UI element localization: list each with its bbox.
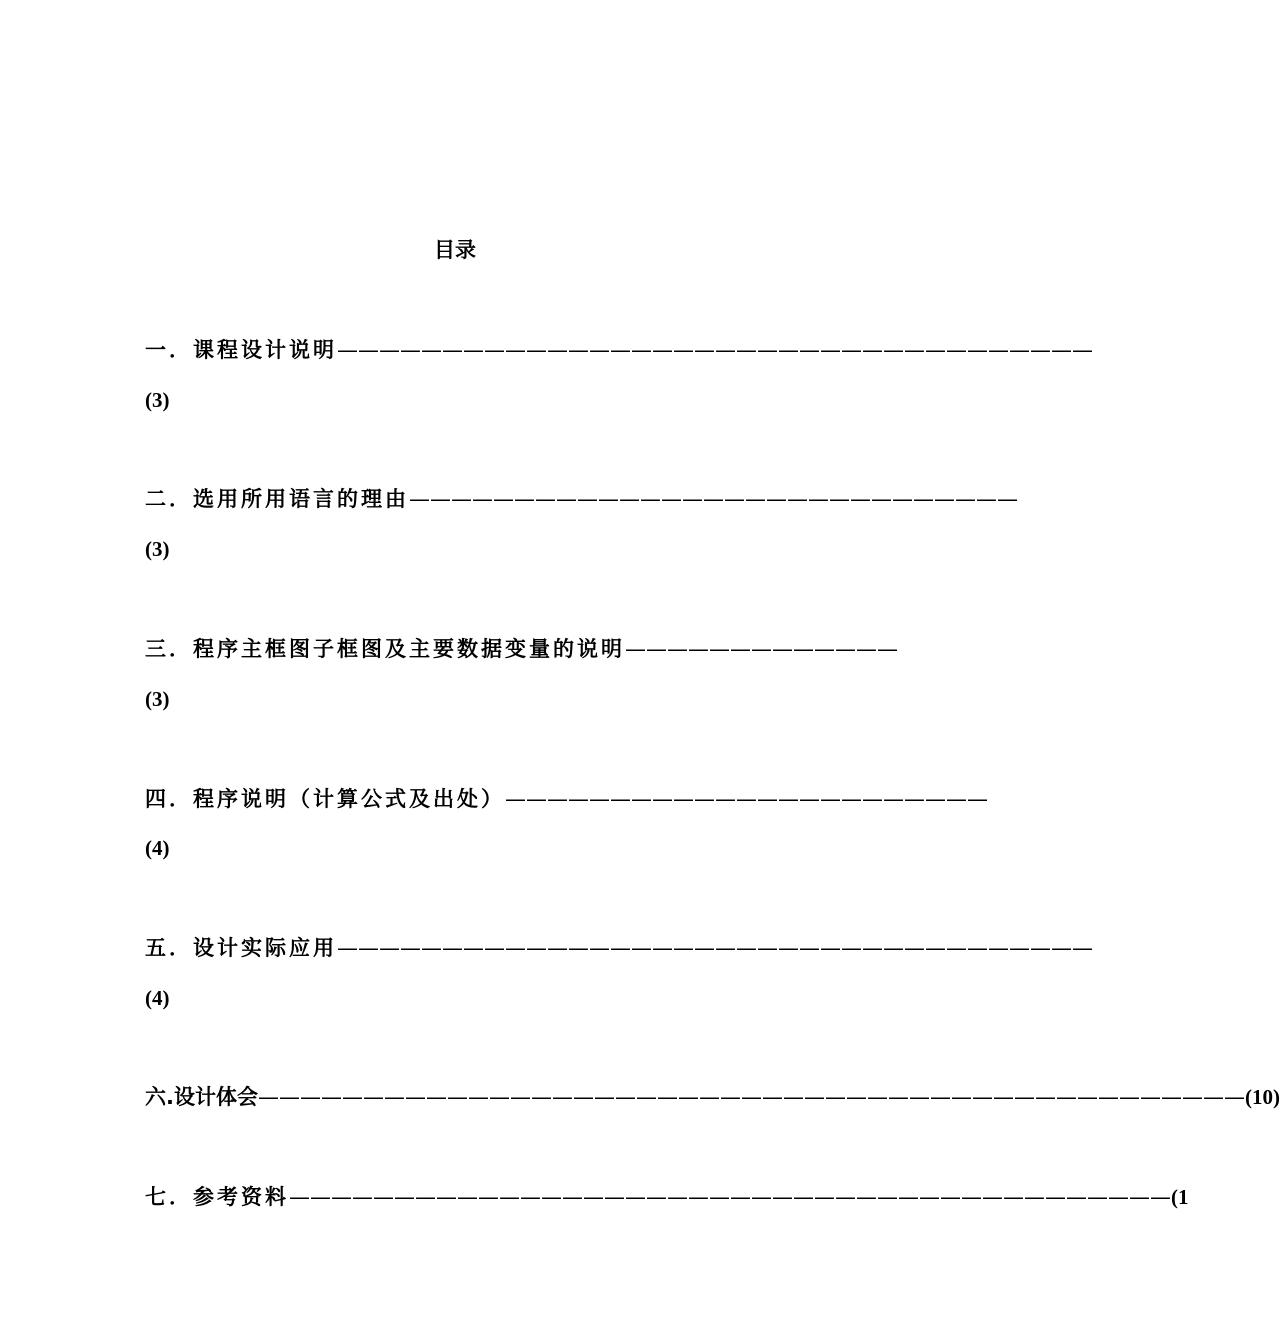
toc-page-number: (3) <box>145 687 170 711</box>
toc-entry-label: 一．课程设计说明 <box>145 338 337 362</box>
toc-entry-label: 五．设计实际应用 <box>145 936 337 960</box>
toc-entry-4 <box>145 783 988 815</box>
toc-page-number: (10) <box>1244 1085 1280 1109</box>
toc-leader: ——————————————————————————————————————————————— <box>257 1085 1245 1109</box>
toc-entry-label: 七．参考资料 <box>145 1185 289 1209</box>
toc-page-number: (3) <box>145 388 170 412</box>
toc-entry-label: 三．程序主框图子框图及主要数据变量的说明 <box>145 637 625 661</box>
toc-page-number: (3) <box>145 537 170 561</box>
toc-entry-label: 二．选用所用语言的理由 <box>145 487 409 511</box>
toc-entry-label: 四．程序说明（计算公式及出处） <box>145 787 505 811</box>
toc-entry-1 <box>145 334 1093 366</box>
toc-entry-6 <box>145 1081 1280 1113</box>
toc-leader: ———————————————————————————————————— <box>337 936 1093 960</box>
toc-leader: ————————————— <box>625 637 898 661</box>
toc-leader: ———————————————————————————————————— <box>337 338 1093 362</box>
toc-page-number: (4) <box>145 836 170 860</box>
toc-title: 目录 <box>434 238 476 262</box>
toc-entry-label: 六.设计体会 <box>145 1085 258 1109</box>
toc-leader: ——————————————————————— <box>505 787 988 811</box>
toc-entry-7 <box>145 1181 1189 1213</box>
toc-page-number: (4) <box>145 986 170 1010</box>
toc-entry-2 <box>145 483 1018 515</box>
toc-leader: —————————————————————————————————————————— <box>289 1185 1171 1209</box>
toc-page-number: (1 <box>1171 1185 1189 1209</box>
toc-leader: ————————————————————————————— <box>409 487 1018 511</box>
toc-entry-3 <box>145 633 898 665</box>
toc-entry-5 <box>145 932 1093 964</box>
